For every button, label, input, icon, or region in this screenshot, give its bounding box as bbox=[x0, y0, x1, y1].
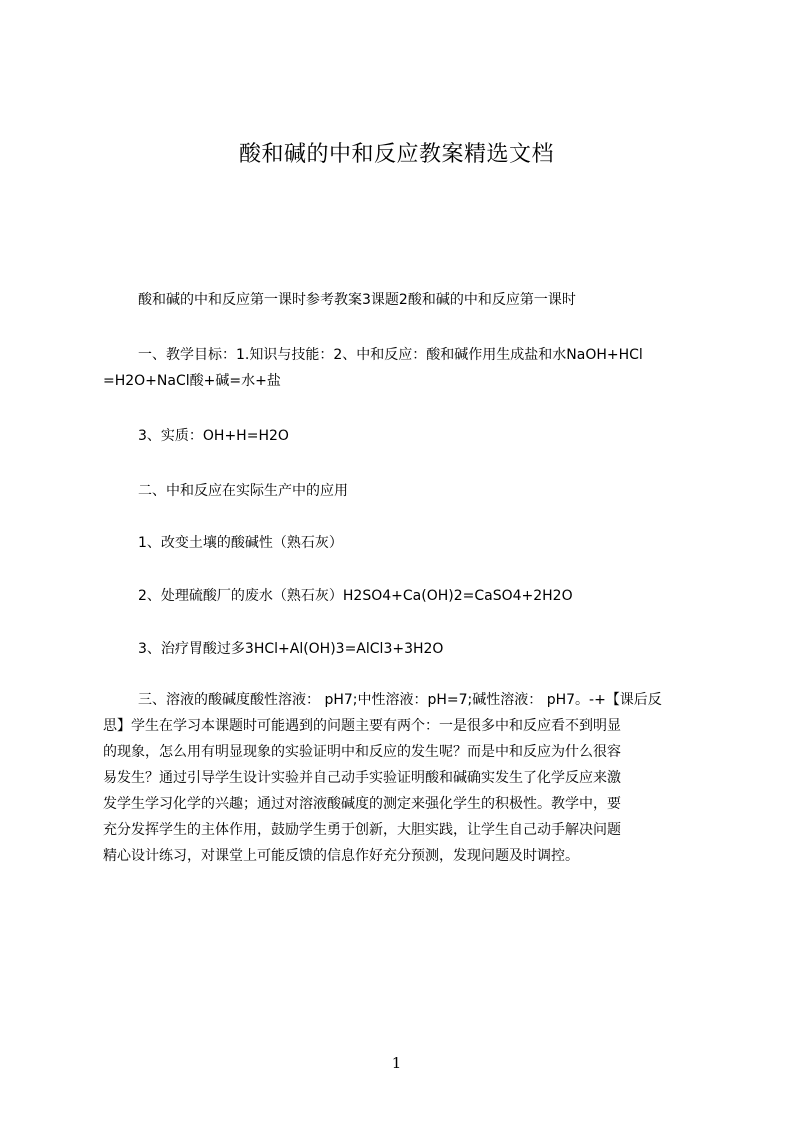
paragraph-objectives-line2: =H2O+NaCl酸+碱=水+盐 bbox=[103, 373, 281, 389]
document-title: 酸和碱的中和反应教案精选文档 bbox=[238, 142, 554, 167]
paragraph-soil: 1、改变土壤的酸碱性（熟石灰） bbox=[138, 535, 343, 551]
paragraph-reflection-line5: 发学生学习化学的兴趣；通过对溶液酸碱度的测定来强化学生的积极性。教学中，要 bbox=[103, 796, 621, 812]
paragraph-wastewater: 2、处理硫酸厂的废水（熟石灰）H2SO4+Ca(OH)2=CaSO4+2H2O bbox=[138, 588, 573, 604]
paragraph-reflection-line4: 易发生？通过引导学生设计实验并自己动手实验证明酸和碱确实发生了化学反应来激 bbox=[103, 770, 621, 786]
paragraph-reflection-line6: 充分发挥学生的主体作用，鼓励学生勇于创新，大胆实践，让学生自己动手解决问题 bbox=[103, 822, 621, 838]
paragraph-stomach-acid: 3、治疗胃酸过多3HCl+Al(OH)3=AlCl3+3H2O bbox=[138, 641, 444, 657]
paragraph-reflection-line3: 的现象，怎么用有明显现象的实验证明中和反应的发生呢？而是中和反应为什么很容 bbox=[103, 744, 621, 760]
paragraph-reflection-line2: 思】学生在学习本课题时可能遇到的问题主要有两个：一是很多中和反应看不到明显 bbox=[103, 718, 621, 734]
page-number: 1 bbox=[391, 1054, 402, 1072]
paragraph-intro: 酸和碱的中和反应第一课时参考教案3课题2酸和碱的中和反应第一课时 bbox=[138, 292, 576, 308]
paragraph-ph-line1: 三、溶液的酸碱度酸性溶液： pH7;中性溶液：pH=7;碱性溶液： pH7。-+【课后反 bbox=[138, 692, 662, 708]
paragraph-objectives-line1: 一、教学目标：1.知识与技能：2、中和反应：酸和碱作用生成盐和水NaOH+HCl bbox=[138, 347, 643, 363]
paragraph-reflection-line7: 精心设计练习，对课堂上可能反馈的信息作好充分预测，发现问题及时调控。 bbox=[103, 848, 579, 864]
paragraph-essence: 3、实质：OH+H=H2O bbox=[138, 428, 289, 444]
section-heading-applications: 二、中和反应在实际生产中的应用 bbox=[138, 483, 348, 499]
